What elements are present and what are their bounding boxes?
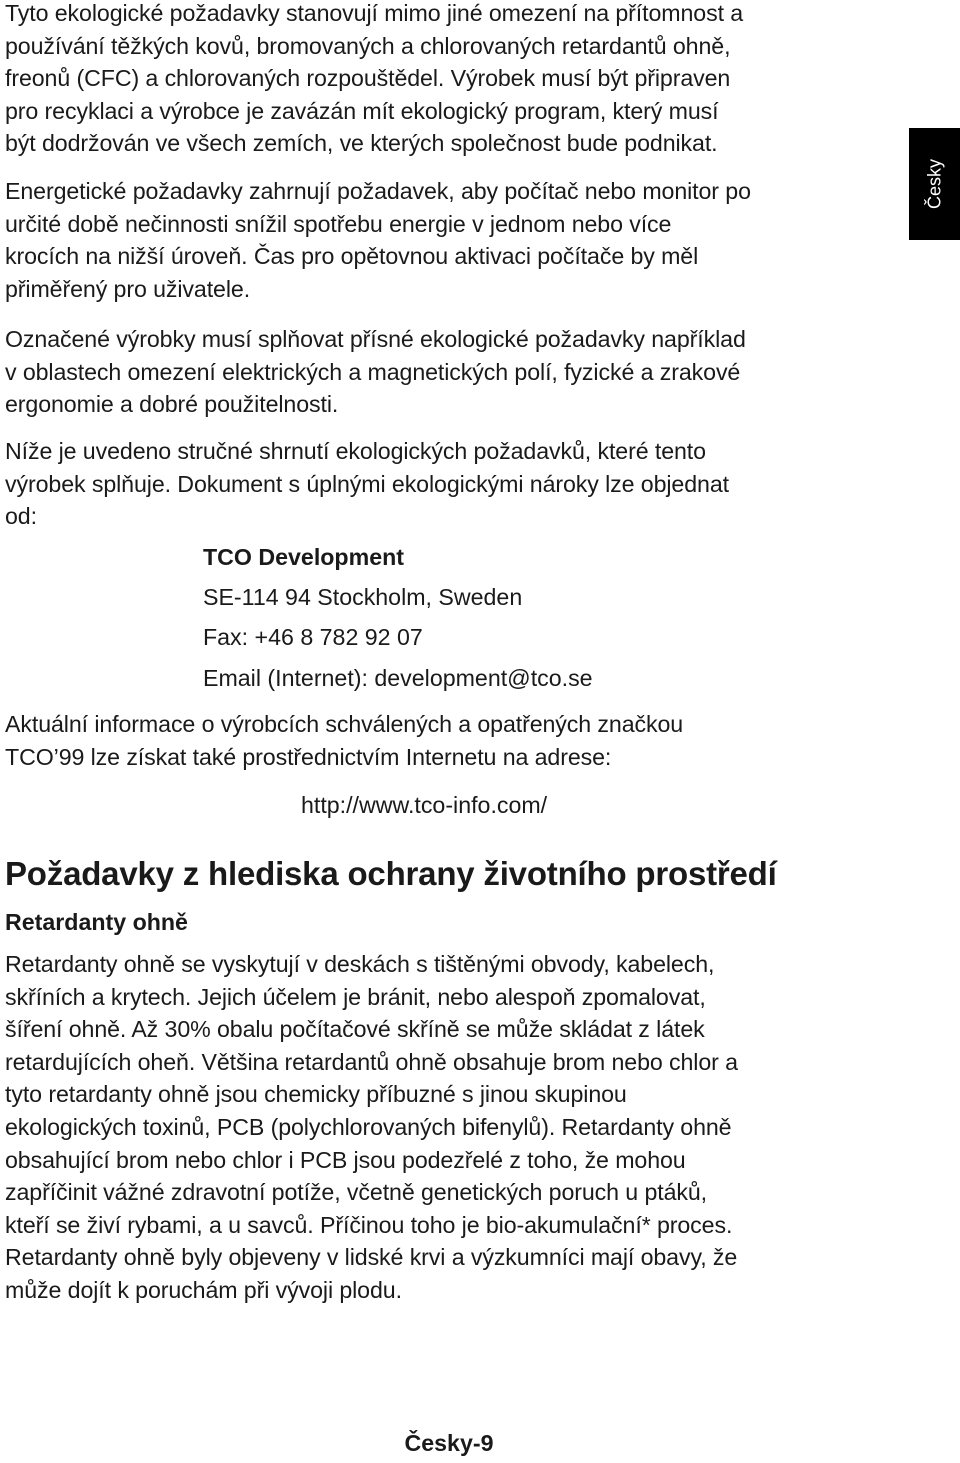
- section-subheading: Retardanty ohně: [5, 909, 188, 935]
- paragraph-flame-retardants: Retardanty ohně se vyskytují v deskách s tištěnými obvody, kabelech, skříních a krytech. Jejich účelem je bránit, nebo alespoň zpomalovat, šíření ohně. Až 30% obalu počítačové skříně se může skládat z látek retardujících oheň. Většina retardantů ohně obsahuje brom nebo chlor a tyto retardanty ohně jsou chemicky příbuzné s jinou skupinou ekologických toxinů, PCB (polychlorovaných bifenylů). Retardanty ohně obsahující brom nebo chlor i PCB jsou podezřelé z toho, že mohou zapříčinit vážné zdravotní potíže, včetně genetických poruch u ptáků, kteří se živí rybami, a u savců. Příčinou toho je bio-akumulační* proces. Retardanty ohně byly objeveny v lidské krvi a výzkumníci mají obavy, že může dojít k poruchám při vývoji plodu.: [5, 951, 738, 1303]
- paragraph-ecological-requirements: Tyto ekologické požadavky stanovují mimo jiné omezení na přítomnost a používání těžkých kovů, bromovaných a chlorovaných retardantů ohně, freonů (CFC) a chlorovaných rozpouštědel. Výrobek musí být připraven pro recyklaci a výrobce je zavázán mít ekologický program, který musí být dodržován ve všech zemích, ve kterých společnost bude podnikat.: [5, 0, 744, 157]
- contact-address: SE-114 94 Stockholm, Sweden: [203, 584, 523, 610]
- paragraph-summary-intro: Níže je uvedeno stručné shrnutí ekologických požadavků, které tento výrobek splňuje. Dokument s úplnými ekologickými nároky lze objednat od:: [5, 438, 729, 530]
- paragraph-labelled-products: Označené výrobky musí splňovat přísné ekologické požadavky například v oblastech omezení elektrických a magnetických polí, fyzické a zrakové ergonomie a dobré použitelnosti.: [5, 326, 746, 418]
- paragraph-energy-requirements: Energetické požadavky zahrnují požadavek, aby počítač nebo monitor po určité době nečinnosti snížil spotřebu energie v jednom nebo více krocích na nižší úroveň. Čas pro opětovnou aktivaci počítače by měl přiměřený pro uživatele.: [5, 178, 751, 302]
- contact-fax: Fax: +46 8 782 92 07: [203, 624, 423, 650]
- language-side-tab: [909, 128, 960, 240]
- language-tab-label: Česky: [924, 158, 944, 210]
- page-number: Česky-9: [404, 1430, 494, 1456]
- section-heading: Požadavky z hlediska ochrany životního prostředí: [5, 855, 777, 892]
- contact-email: Email (Internet): development@tco.se: [203, 665, 593, 691]
- paragraph-current-info: Aktuální informace o výrobcích schválených a opatřených značkou TCO’99 lze získat také prostřednictvím Internetu na adrese:: [5, 711, 684, 770]
- website-url: http://www.tco-info.com/: [301, 792, 548, 818]
- contact-name: TCO Development: [203, 544, 404, 570]
